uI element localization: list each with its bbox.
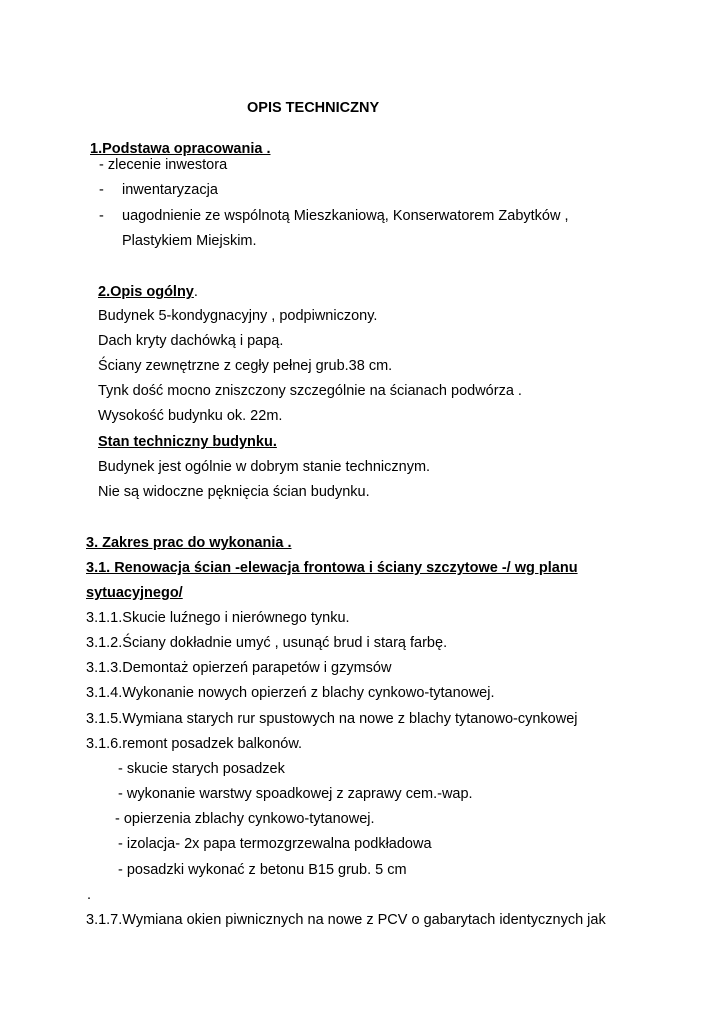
work-subitem: - izolacja- 2x papa termozgrzewalna podkładowa xyxy=(118,836,432,852)
section-1-item: inwentaryzacja xyxy=(122,182,218,198)
section-2-subheading: Stan techniczny budynku. xyxy=(98,434,277,450)
section-3-heading: 3. Zakres prac do wykonania . xyxy=(86,535,292,551)
section-1-heading: 1.Podstawa opracowania . xyxy=(90,141,271,157)
section-2-line: Dach kryty dachówką i papą. xyxy=(98,333,284,349)
section-2-line: Budynek jest ogólnie w dobrym stanie technicznym. xyxy=(98,459,431,475)
work-item: 3.1.4.Wykonanie nowych opierzeń z blachy cynkowo-tytanowej. xyxy=(86,685,495,701)
section-1-item: - zlecenie inwestora xyxy=(99,157,228,173)
work-item: 3.1.2.Ściany dokładnie umyć , usunąć brud i starą farbę. xyxy=(86,635,448,651)
section-1-bullet: - xyxy=(99,208,104,224)
work-subitem: - wykonanie warstwy spoadkowej z zaprawy cem.-wap. xyxy=(118,786,473,802)
work-subitem: - opierzenia zblachy cynkowo-tytanowej. xyxy=(115,811,375,827)
section-2-line: Budynek 5-kondygnacyjny , podpiwniczony. xyxy=(98,308,378,324)
section-2-heading: 2.Opis ogólny xyxy=(98,284,194,300)
work-subitem: - posadzki wykonać z betonu B15 grub. 5 cm xyxy=(118,862,407,878)
section-2-line: Nie są widoczne pęknięcia ścian budynku. xyxy=(98,484,370,500)
section-1-bullet: - xyxy=(99,182,104,198)
work-item: 3.1.1.Skucie luźnego i nierównego tynku. xyxy=(86,610,350,626)
stray-dot: . xyxy=(87,887,92,903)
work-item: 3.1.6.remont posadzek balkonów. xyxy=(86,736,303,752)
work-item: 3.1.5.Wymiana starych rur spustowych na nowe z blachy tytanowo-cynkowej xyxy=(86,711,578,727)
section-2-line: Tynk dość mocno zniszczony szczególnie na ścianach podwórza . xyxy=(98,383,522,399)
section-2-heading-suffix: . xyxy=(193,284,198,300)
section-2-heading-line xyxy=(98,283,198,301)
section-2-line: Wysokość budynku ok. 22m. xyxy=(98,408,283,424)
section-3-1-heading: 3.1. Renowacja ścian -elewacja frontowa i ściany szczytowe -/ wg planu xyxy=(86,560,578,576)
work-item: 3.1.7.Wymiana okien piwnicznych na nowe z PCV o gabarytach identycznych jak xyxy=(86,912,606,928)
section-1-item-continued: Plastykiem Miejskim. xyxy=(122,233,257,249)
section-2-line: Ściany zewnętrzne z cegły pełnej grub.38 cm. xyxy=(98,358,393,374)
work-item: 3.1.3.Demontaż opierzeń parapetów i gzymsów xyxy=(86,660,392,676)
document-title: OPIS TECHNICZNY xyxy=(247,100,380,116)
section-1-item: uagodnienie ze wspólnotą Mieszkaniową, Konserwatorem Zabytków , xyxy=(122,208,569,224)
section-3-1-heading-continued: sytuacyjnego/ xyxy=(86,585,183,601)
work-subitem: - skucie starych posadzek xyxy=(118,761,285,777)
